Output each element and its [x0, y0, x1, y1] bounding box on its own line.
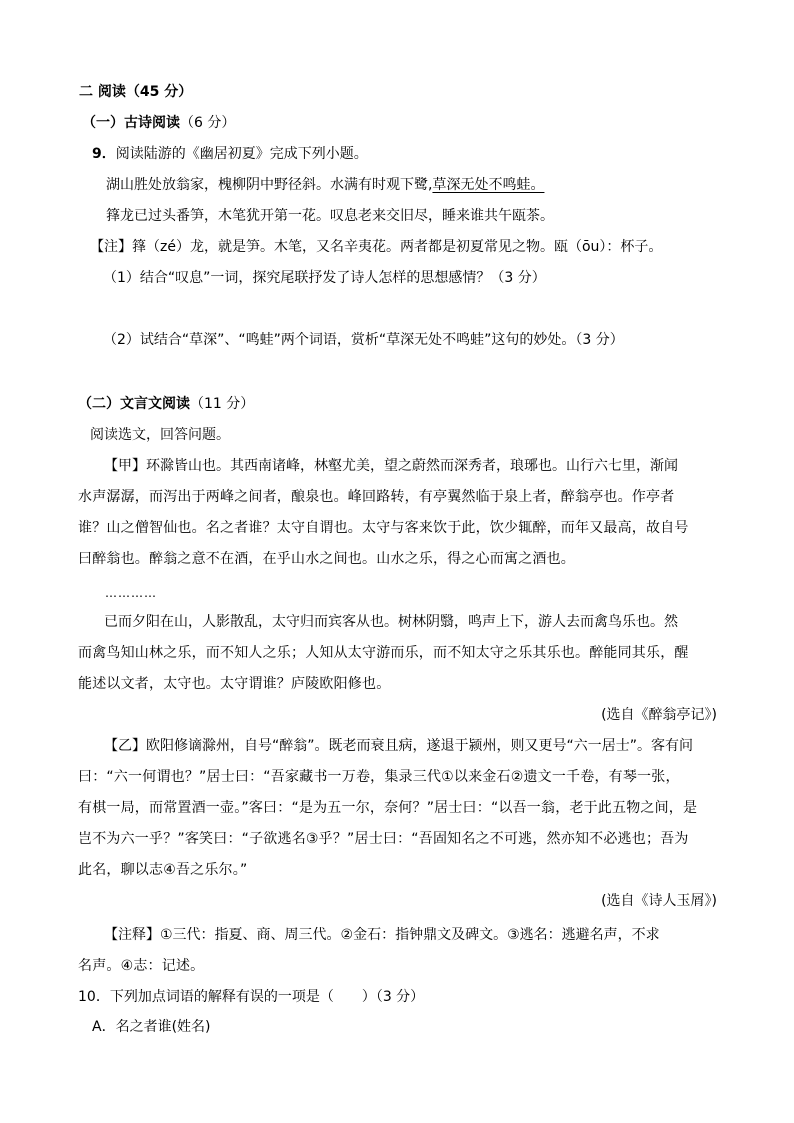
- jia-line-1: 【甲】环滁皆山也。其西南诸峰，林壑尤美，望之蔚然而深秀者，琅琊也。山行六七里，渐闻: [104, 458, 678, 474]
- yi-line-4: 岂不为六一乎？”客笑曰：“子欲逃名③乎？”居士曰：“吾固知名之不可逃，然亦知不必逃也；吾为: [78, 831, 689, 847]
- question-10: 10．下列加点词语的解释有误的一项是（ ）（3 分）: [78, 989, 425, 1005]
- classical-heading: [78, 394, 254, 414]
- jia2-line-3: 能述以文者，太守也。太守谓谁？庐陵欧阳修也。: [78, 676, 391, 692]
- section-heading: [79, 82, 192, 102]
- jia-line-4: 曰醉翁也。醉翁之意不在酒，在乎山水之间也。山水之乐，得之心而寓之酒也。: [78, 551, 575, 567]
- yi-line-1: 【乙】欧阳修谪滁州，自号“醉翁”。既老而衰且病，遂退于颍州，则又更号“六一居士”。客有问: [104, 738, 694, 754]
- jia-line-2: 水声潺潺，而泻出于两峰之间者，酿泉也。峰回路转，有亭翼然临于泉上者，醉翁亭也。作亭者: [78, 489, 675, 505]
- classical-intro: 阅读选文，回答问题。: [90, 427, 230, 443]
- poem-line-1: [106, 175, 544, 195]
- omission-ellipsis: …………: [105, 586, 157, 600]
- yi-source: (选自《诗人玉屑》): [601, 893, 717, 909]
- notes-line-2: 名声。④志：记述。: [78, 958, 205, 974]
- yi-line-2: 曰：“六一何谓也？”居士曰：“吾家藏书一万卷，集录三代①以来金石②遗文一千卷，有琴一张，: [78, 769, 680, 785]
- jia2-line-2: 而禽鸟知山林之乐，而不知人之乐；人知从太守游而乐，而不知太守之乐其乐也。醉能同其乐，醒: [78, 645, 689, 661]
- section-title: 阅读（45 分）: [97, 84, 193, 100]
- jia-source: (选自《醉翁亭记》): [601, 707, 717, 723]
- poem-line-2: 箨龙已过头番笋，木笔犹开第一花。叹息老来交旧尽，睡来谁共午瓯茶。: [106, 208, 554, 224]
- classical-score: （11 分）: [190, 396, 255, 412]
- sub-question-2: （2）试结合“草深”、“鸣蛙”两个词语，赏析“草深无处不鸣蛙”这句的妙处。（3 分）: [103, 332, 624, 348]
- question-9: [92, 144, 368, 164]
- notes-line-1: 【注释】①三代：指夏、商、周三代。②金石：指钟鼎文及碑文。③逃名：逃避名声，不求: [104, 927, 660, 943]
- option-a: A．名之者谁(姓名): [92, 1019, 211, 1035]
- jia2-line-1: 已而夕阳在山，人影散乱，太守归而宾客从也。树林阴翳，鸣声上下，游人去而禽鸟乐也。然: [104, 614, 678, 630]
- section-number: 二: [79, 84, 93, 100]
- classical-heading-text: （二）文言文阅读: [78, 396, 190, 412]
- sub-question-1: （1）结合“叹息”一词，探究尾联抒发了诗人怎样的思想感情？（3 分）: [103, 270, 546, 286]
- question-9-number: 9．: [92, 146, 116, 162]
- question-9-text: 阅读陆游的《幽居初夏》完成下列小题。: [115, 146, 368, 162]
- poetry-heading-text: （一）古诗阅读: [82, 115, 180, 131]
- poem-note: 【注】箨（zé）龙，就是笋。木笔，又名辛夷花。两者都是初夏常见之物。瓯（ōu）：杯子。: [90, 239, 663, 255]
- jia-line-3: 谁？山之僧智仙也。名之者谁？太守自谓也。太守与客来饮于此，饮少辄醉，而年又最高，故自号: [78, 520, 689, 536]
- poem-line-1-underlined: 草深无处不鸣蛙。: [432, 177, 545, 193]
- poetry-score: （6 分）: [180, 115, 236, 131]
- poetry-heading: [82, 113, 235, 133]
- poem-line-1-a: 湖山胜处放翁家，槐柳阴中野径斜。水满有时观下鹭,: [106, 177, 433, 193]
- yi-line-5: 此名，聊以志④吾之乐尔。”: [78, 862, 248, 878]
- yi-line-3: 有棋一局，而常置酒一壶。”客曰：“是为五一尔，奈何？”居士曰：“以吾一翁，老于此五物之间，是: [78, 800, 698, 816]
